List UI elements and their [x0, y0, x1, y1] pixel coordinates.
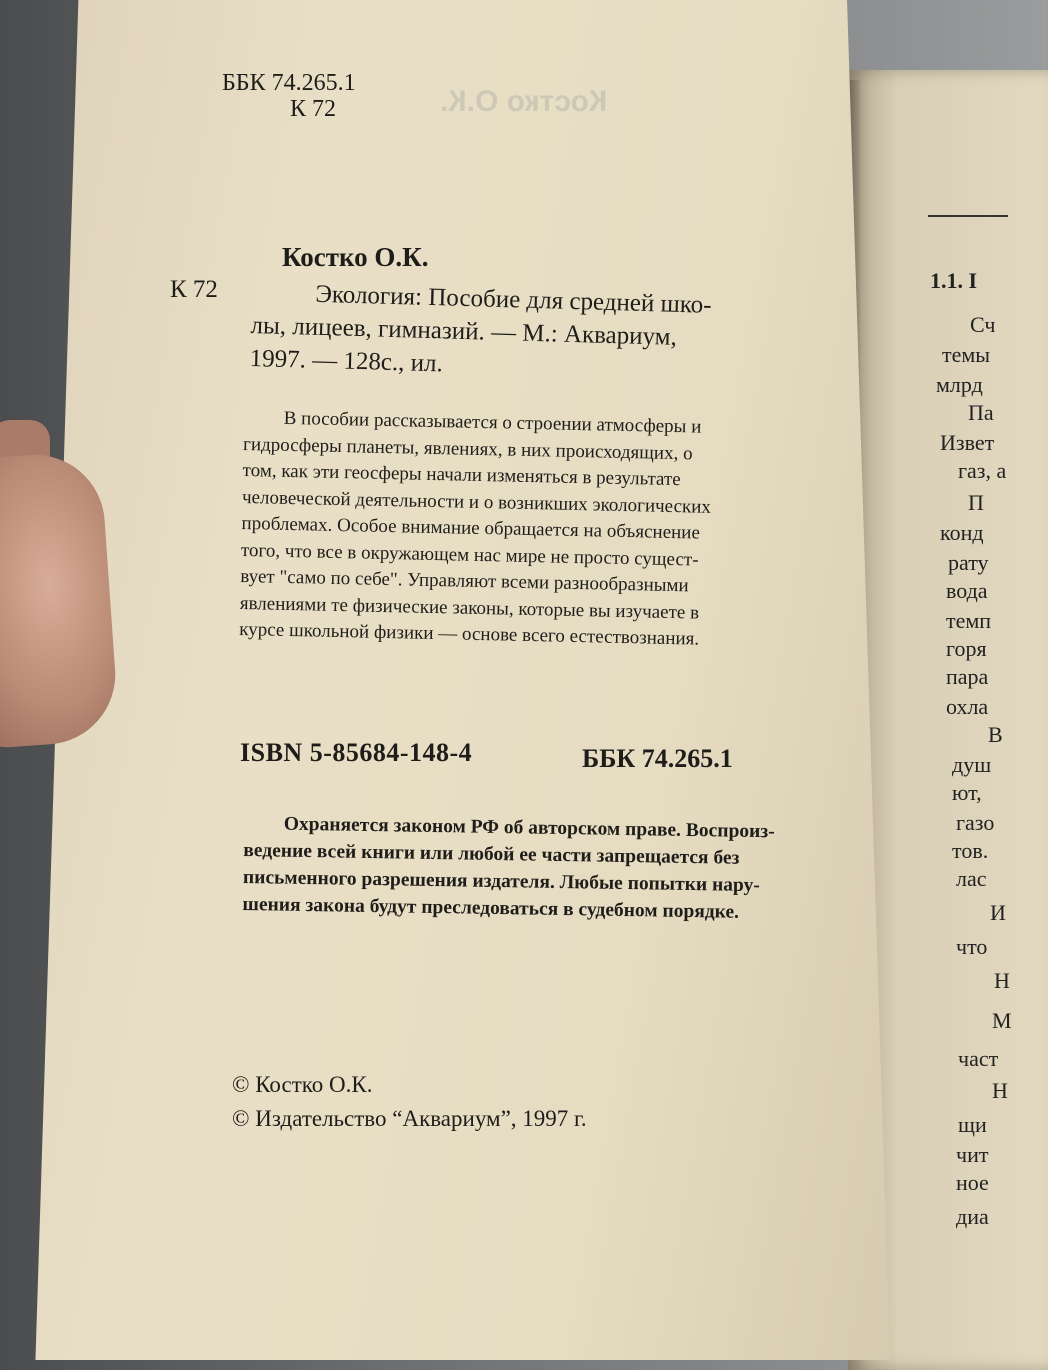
right-page-fragment: ное	[956, 1170, 989, 1195]
biblio-line: Экология: Пособие для средней шко-	[315, 280, 712, 319]
right-page-fragment: диа	[956, 1204, 989, 1229]
right-page-fragment: газ, а	[958, 458, 1007, 483]
annotation-line: вует "само по себе". Управляют всеми разнообразными	[240, 565, 689, 597]
author-name: Костко О.К.	[282, 242, 429, 272]
right-page-fragment: В	[988, 722, 1003, 747]
right-page-fragment: что	[956, 934, 988, 959]
bbk-bottom: ББК 74.265.1	[582, 744, 733, 773]
right-page-fragment: Извет	[940, 430, 995, 455]
right-page-fragment: тов.	[952, 838, 989, 863]
annotation-line: проблемах. Особое внимание обращается на объяснение	[241, 512, 701, 544]
right-page-fragment: Н	[994, 968, 1010, 993]
copyright-line: письменного разрешения издателя. Любые попытки нару-	[242, 866, 761, 897]
right-page-fragment: пара	[946, 664, 989, 689]
right-page-fragment: лас	[956, 866, 987, 891]
annotation-line: гидросферы планеты, явлениях, в них происходящих, о	[242, 433, 693, 464]
biblio-line: лы, лицеев, гимназий. — М.: Аквариум,	[250, 311, 678, 351]
copyright-line: шения закона будут преследоваться в судебном порядке.	[242, 893, 740, 923]
right-page-fragment: М	[992, 1008, 1012, 1033]
right-page-fragment: Сч	[970, 312, 996, 337]
annotation-line: того, что все в окружающем нас мире не просто сущест-	[240, 539, 699, 571]
bibliographic-record	[249, 276, 712, 388]
annotation-line: том, как эти геосферы начали изменяться в результате	[242, 459, 681, 491]
right-page-fragment: част	[958, 1046, 999, 1071]
right-page-rule	[928, 215, 1008, 217]
copyright-line: Охраняется законом РФ об авторском праве. Воспроиз-	[283, 813, 775, 843]
annotation-line: В пособии рассказывается о строении атмосферы и	[283, 407, 702, 438]
annotation-line: курсе школьной физики — основе всего естествознания.	[239, 618, 700, 650]
right-page-fragment: темп	[946, 608, 992, 633]
right-page-fragment: вода	[946, 578, 988, 603]
right-page-fragment: Н	[992, 1078, 1008, 1103]
right-page-fragment: И	[990, 900, 1006, 925]
copyright-owners	[232, 1068, 587, 1136]
right-page-fragment: чит	[956, 1142, 989, 1167]
owner-line: © Издательство “Аквариум”, 1997 г.	[232, 1106, 587, 1131]
catalog-code: К 72	[170, 276, 218, 303]
isbn: ISBN 5-85684-148-4	[240, 738, 473, 767]
right-page-fragment: рату	[948, 550, 989, 575]
right-page-fragment: щи	[958, 1112, 987, 1137]
right-page-fragment: темы	[942, 342, 991, 367]
owner-line: © Костко О.К.	[232, 1072, 373, 1097]
bbk-code: ББК 74.265.1	[222, 70, 356, 96]
right-page-fragment: охла	[946, 694, 989, 719]
right-page-fragment: млрд	[936, 372, 983, 397]
annotation-line: явлениями те физические законы, которые вы изучаете в	[239, 592, 700, 624]
right-page-fragment: горя	[946, 636, 987, 661]
right-page-fragment: газо	[956, 810, 995, 835]
right-page-fragment: ют,	[952, 780, 982, 805]
annotation-line: человеческой деятельности и о возникших экологических	[241, 486, 712, 518]
annotation	[239, 405, 713, 653]
copyright-line: ведение всей книги или любой ее части запрещается без	[243, 839, 740, 869]
bbk-header	[222, 70, 356, 122]
bbk-sub: К 72	[290, 96, 337, 122]
biblio-line: 1997. — 128с., ил.	[249, 344, 444, 378]
copyright-notice	[242, 810, 775, 926]
right-page-fragment: Па	[968, 400, 994, 425]
right-page-fragment: конд	[940, 520, 984, 545]
right-page-fragment: душ	[952, 752, 992, 777]
right-page-heading: 1.1. І	[930, 268, 978, 293]
right-page-fragment: П	[968, 490, 984, 515]
show-through-author: Костко О.К.	[440, 85, 608, 118]
